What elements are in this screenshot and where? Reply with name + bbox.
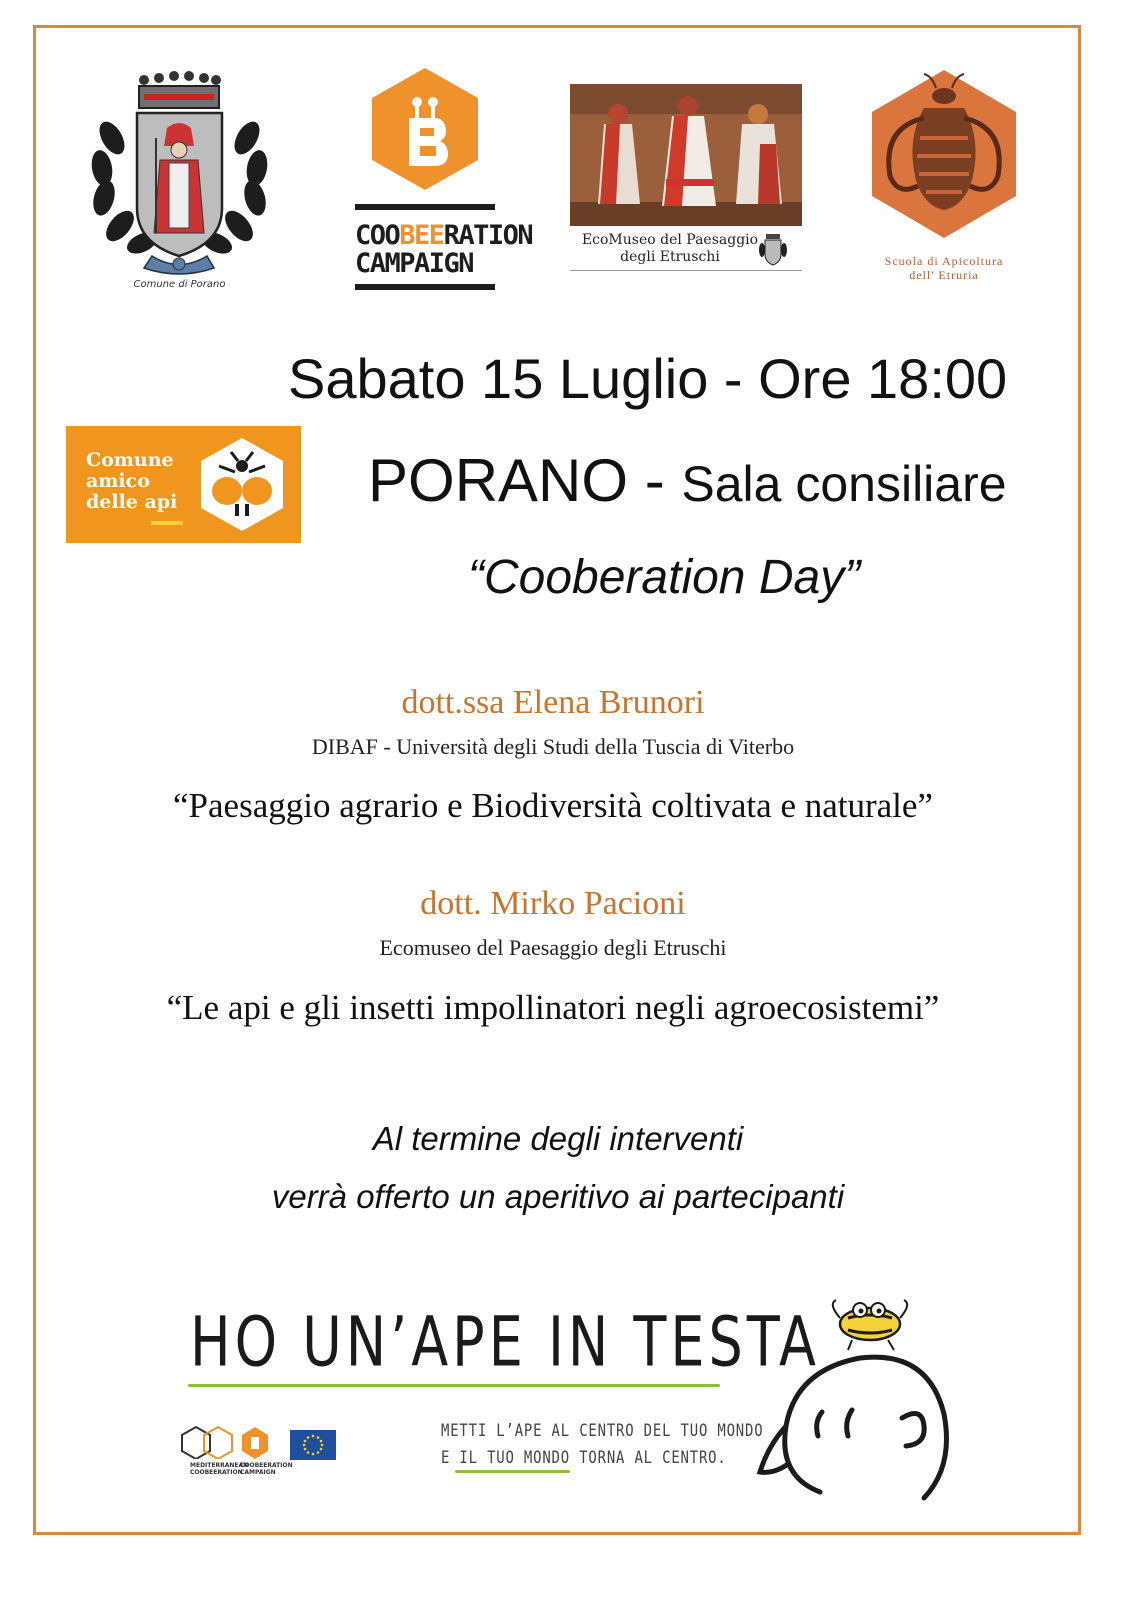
comune-amico-api-badge [66,426,301,543]
ecomuseo-caption-1: EcoMuseo del Paesaggio [581,232,759,248]
footer-motto-1: METTI L’APE AL CENTRO DEL TUO MONDO [441,1421,764,1441]
talk-1-title: “Paesaggio agrario e Biodiversità coltivata e naturale” [173,786,933,825]
coobeeration-top-bar [355,204,495,210]
bee-hexagon-icon [197,436,287,534]
cartoon-bee-icon [833,1300,907,1350]
etruscan-fresco-image [570,84,802,226]
event-place-sub: Sala consiliare [681,456,1007,512]
closing-line-1: Al termine degli interventi [372,1120,744,1157]
event-title: “Cooberation Day” [468,551,861,604]
eu-flag-icon [290,1430,336,1460]
footer-motto-2: E IL TUO MONDO TORNA AL CENTRO. [441,1448,727,1468]
closing-line-2: verrà offerto un aperitivo ai partecipanti [271,1178,845,1215]
scuola-caption [864,254,1024,282]
talk-2-title: “Le api e gli insetti impollinatori negli agroecosistemi” [166,988,940,1027]
talk-1-speaker: dott.ssa Elena Brunori [401,684,705,721]
comune-amico-text [86,450,177,513]
coobeeration-bottom-bar [355,284,495,290]
ecomuseo-caption-2: degli Etruschi [620,249,720,265]
small-coat-of-arms-icon [758,232,788,268]
footer-motto-underline [455,1470,570,1473]
coobeeration-logo [354,66,533,294]
coobeeration-small-logo [240,1425,270,1459]
footer-green-underline [188,1384,720,1387]
ecomuseo-logo [568,84,804,274]
comune-porano-caption: Comune di Porano [133,279,226,290]
scuola-apicoltura-logo [864,68,1024,288]
coat-of-arms-icon [82,68,277,278]
coobee-line-2: CAMPAIGN [355,248,474,279]
scuola-caption-2: dell' Etruria [909,268,979,282]
footer-motto [441,1418,763,1472]
amphora-hexagon-icon [864,68,1024,240]
comune-amico-underline [151,521,183,525]
mini-logo-2-line-1: COOBEERATION [240,1462,293,1469]
talk-1-affiliation: DIBAF - Università degli Studi della Tuscia di Viterbo [311,734,795,759]
b-hexagon-icon [354,66,496,196]
mini-logo-2-text [240,1462,293,1476]
coobeeration-wordmark [355,222,532,278]
comune-amico-line-2: amico [86,470,150,492]
ecomuseo-caption [580,232,760,266]
mini-logo-1-line-1: MEDITERRANEAN [190,1462,249,1469]
mini-logo-1-line-2: COOBEERATION [190,1469,243,1476]
coobee-part-1: COO [355,220,400,251]
talk-2-affiliation: Ecomuseo del Paesaggio degli Etruschi [379,935,727,960]
comune-amico-line-3: delle api [86,491,178,513]
head-with-bee-illustration [748,1296,988,1506]
scuola-caption-1: Scuola di Apicoltura [884,254,1004,268]
event-date-time: Sabato 15 Luglio - Ore 18:00 [288,347,1008,410]
event-place [368,446,1007,515]
coobee-part-3: RATION [443,220,533,251]
talk-2-speaker: dott. Mirko Pacioni [420,885,686,922]
comune-porano-logo [82,68,277,296]
mini-logo-2-line-2: CAMPAIGN [240,1469,276,1476]
ecomuseo-divider [570,270,802,271]
event-place-main: PORANO [368,447,629,514]
coobee-part-2: BEE [399,220,444,251]
mediterranean-coobeeration-logo [178,1425,238,1459]
footer-headline: HO UN’APE IN TESTA [190,1302,820,1383]
comune-amico-line-1: Comune [86,449,174,471]
event-place-sep: - [628,447,682,514]
